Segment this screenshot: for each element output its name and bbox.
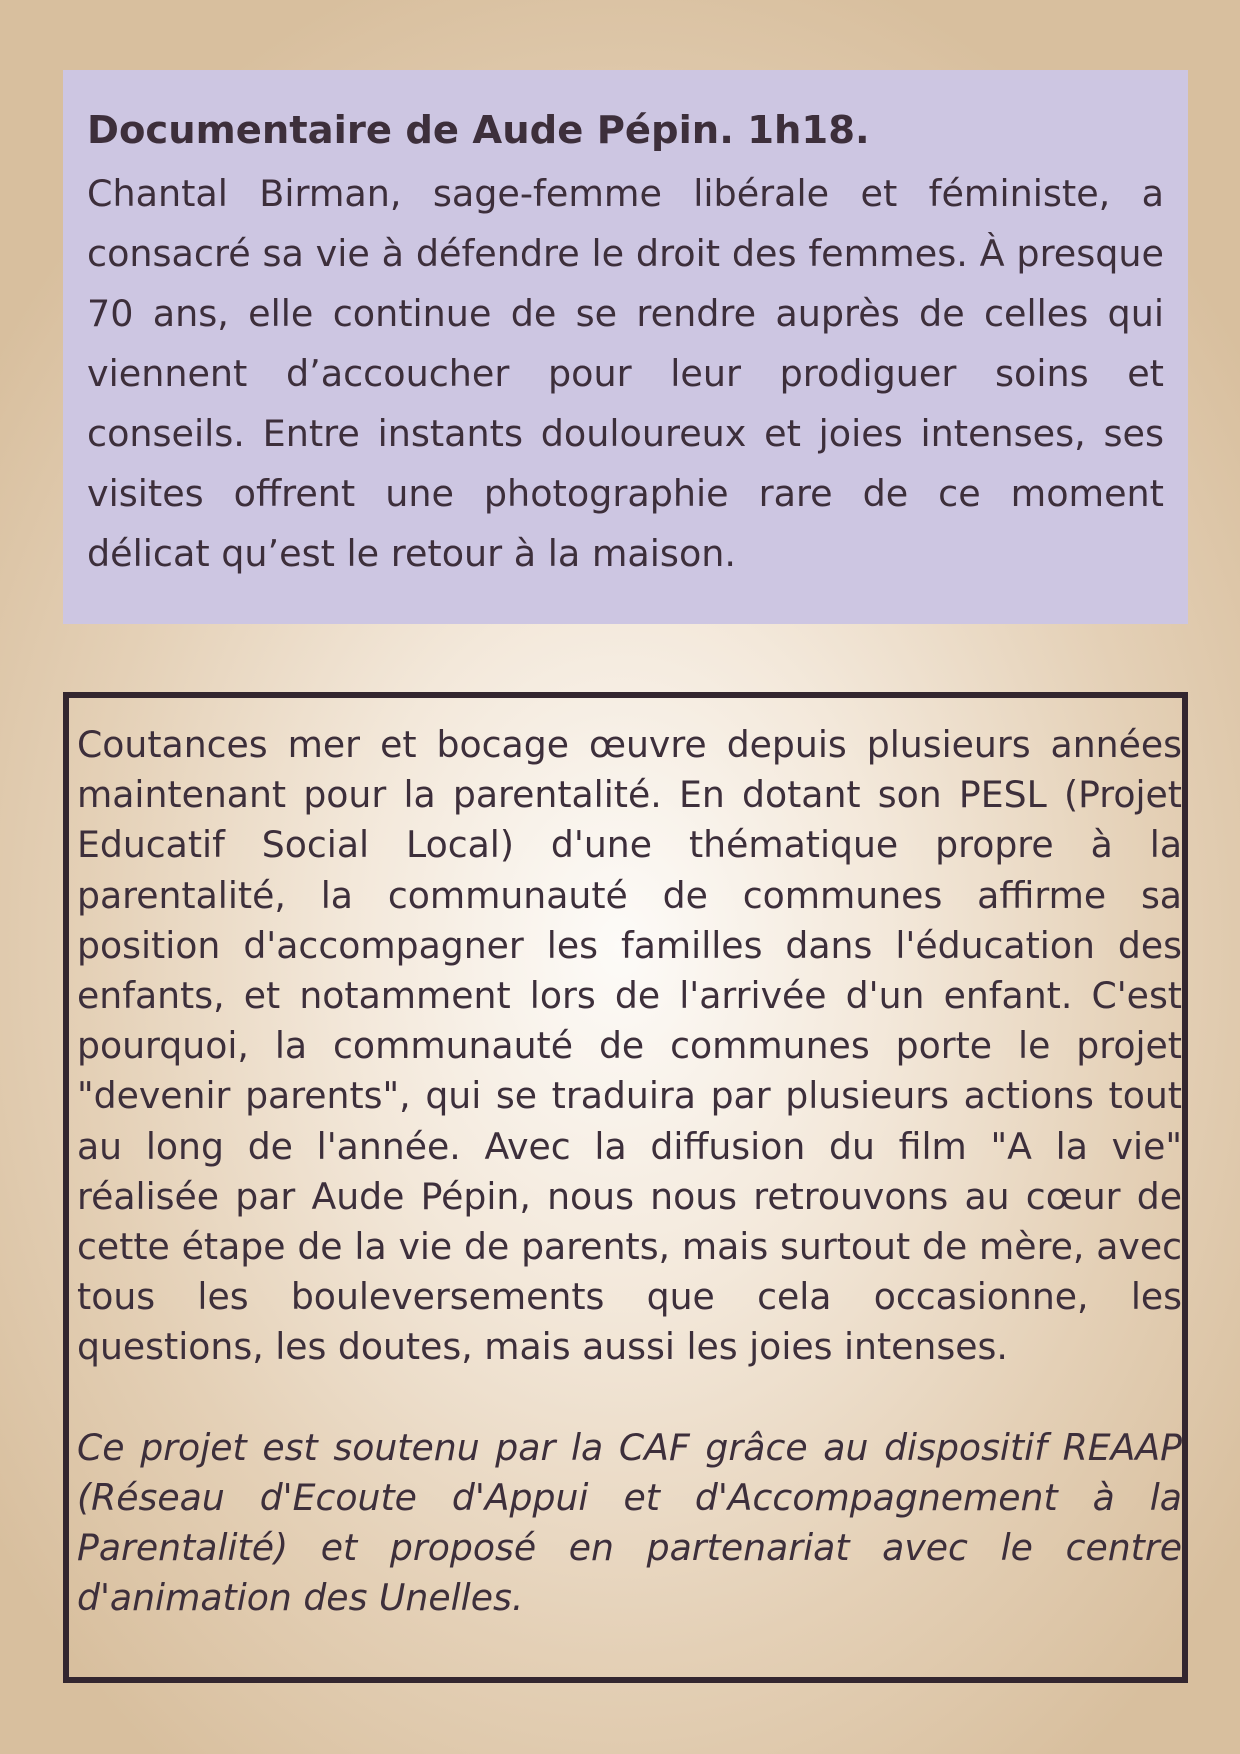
project-description: Coutances mer et bocage œuvre depuis plusieurs années maintenant pour la parentalité. En dotant son PESL (Projet Educatif Social Local) d'une thématique propre à la parentalité, la communauté de communes affirme sa position d'accompagner les familles dans l'éducation des enfants, et notamment lors de l'arrivée d'un enfant. C'est pourquoi, la communauté de communes porte le projet "devenir parents", qui se traduira par plusieurs actions tout au long de l'année. Avec la diffusion du film "A la vie" réalisée par Aude Pépin, nous nous retrouvons au cœur de cette étape de la vie de parents, mais surtout de mère, avec tous les bouleversements que cela occasionne, les questions, les doutes, mais aussi les joies intenses. [77, 723, 1182, 1369]
film-heading: Documentaire de Aude Pépin. 1h18. [87, 108, 870, 153]
funding-note: Ce projet est soutenu par la CAF grâce au dispositif REAAP (Réseau d'Ecoute d'Appui et d'Accompagnement à la Parentalité) et proposé en partenariat avec le centre d'animation des Unelles. [77, 1425, 1182, 1620]
film-synopsis-panel [63, 70, 1188, 624]
film-synopsis: Chantal Birman, sage-femme libérale et féministe, a consacré sa vie à défendre le droit des femmes. À presque 70 ans, elle continue de se rendre auprès de celles qui viennent d’accoucher pour leur prodiguer soins et conseils. Entre instants douloureux et joies intenses, ses visites offrent une photographie rare de ce moment délicat qu’est le retour à la maison. [87, 172, 1164, 575]
project-description-panel [63, 692, 1188, 1683]
